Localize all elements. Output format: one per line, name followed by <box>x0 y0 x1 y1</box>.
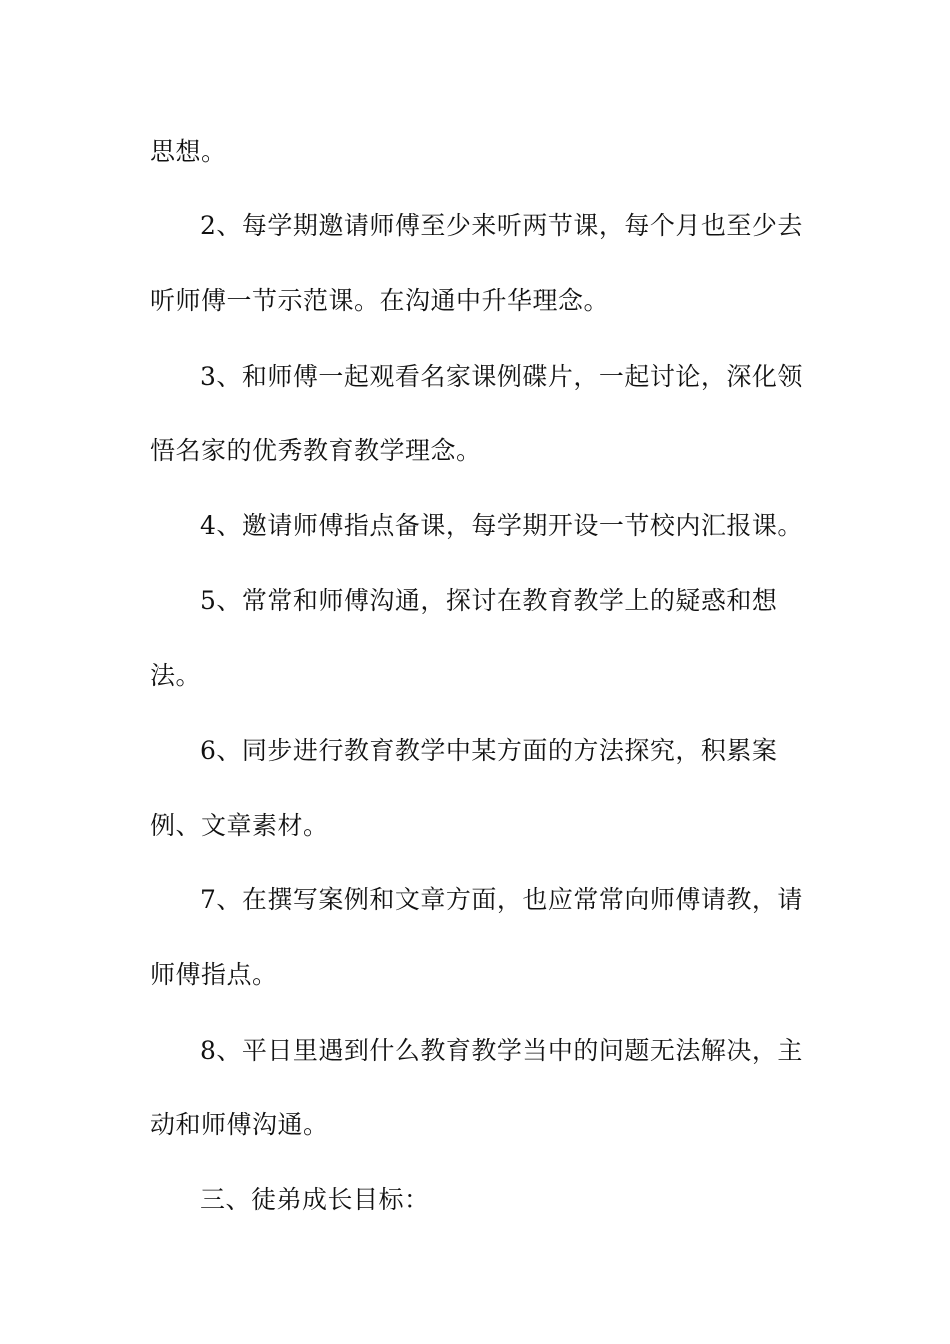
text-line-continuation-1: 思想。 <box>150 137 227 166</box>
list-item-7-line-2: 师傅指点。 <box>150 960 278 989</box>
list-item-5-line-2: 法。 <box>150 661 202 690</box>
list-item-8-line-1: 8、平日里遇到什么教育教学当中的问题无法解决，主 <box>200 1036 803 1065</box>
list-item-2-line-2: 听师傅一节示范课。在沟通中升华理念。 <box>150 286 610 315</box>
list-item-5-line-1: 5、常常和师傅沟通，探讨在教育教学上的疑惑和想 <box>200 586 778 615</box>
list-item-8-line-2: 动和师傅沟通。 <box>150 1110 329 1139</box>
list-item-3-line-1: 3、和师傅一起观看名家课例碟片，一起讨论，深化领 <box>200 362 803 391</box>
list-item-3-line-2: 悟名家的优秀教育教学理念。 <box>150 436 482 465</box>
list-item-6-line-1: 6、同步进行教育教学中某方面的方法探究，积累案 <box>200 736 778 765</box>
section-heading-3: 三、徒弟成长目标： <box>200 1185 430 1214</box>
list-item-7-line-1: 7、在撰写案例和文章方面，也应常常向师傅请教，请 <box>200 885 803 914</box>
list-item-4-line-1: 4、邀请师傅指点备课，每学期开设一节校内汇报课。 <box>200 511 803 540</box>
list-item-6-line-2: 例、文章素材。 <box>150 811 329 840</box>
list-item-2-line-1: 2、每学期邀请师傅至少来听两节课，每个月也至少去 <box>200 211 803 240</box>
